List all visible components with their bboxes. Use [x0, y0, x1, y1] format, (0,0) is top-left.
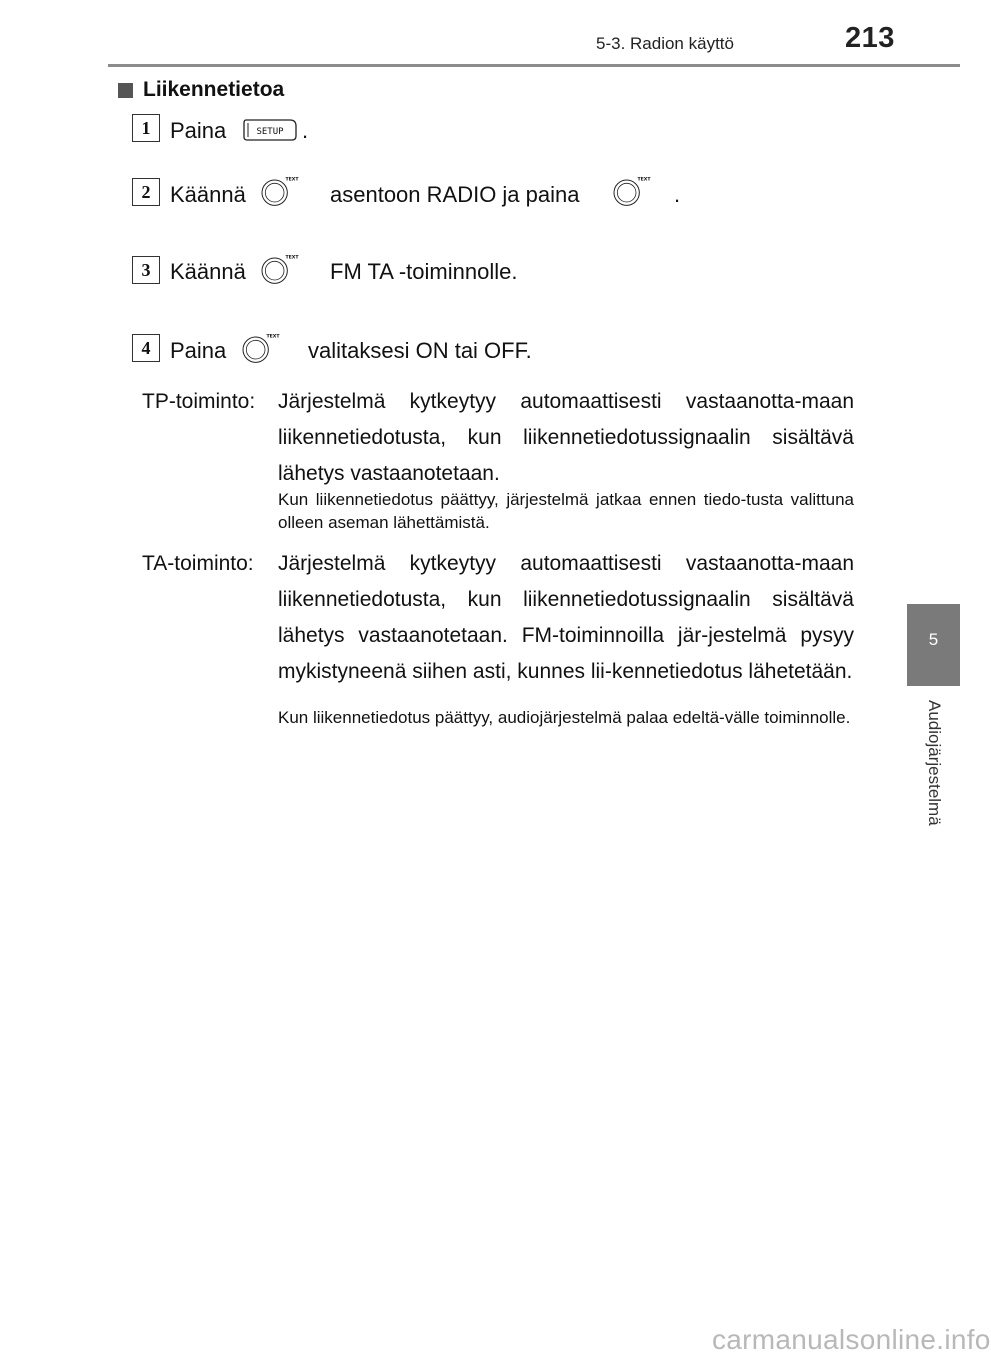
- section-title: Liikennetietoa: [143, 78, 285, 101]
- step-3-text-b: FM TA -toiminnolle.: [330, 259, 518, 284]
- step-number-2: 2: [132, 178, 160, 206]
- step-4-text-b: valitaksesi ON tai OFF.: [308, 338, 532, 363]
- step-3-text-a: Käännä: [170, 259, 246, 284]
- step-2-text-b: asentoon RADIO ja paina: [330, 182, 580, 207]
- setup-button-label: SETUP: [256, 127, 284, 137]
- definition-term: TP-toiminto:: [142, 390, 256, 413]
- chapter-label-text: Audiojärjestelmä: [925, 700, 944, 826]
- step-number-4: 4: [132, 334, 160, 362]
- square-bullet-icon: [118, 83, 133, 98]
- step-number-1: 1: [132, 114, 160, 142]
- step-2-text-c: .: [674, 182, 681, 207]
- definition-note: Kun liikennetiedotus päättyy, järjestelmä jatkaa ennen tiedo-tusta valittuna olleen aseman lähettämistä.: [278, 490, 854, 532]
- tune-knob-icon: [612, 172, 652, 212]
- tune-knob-icon: [260, 172, 300, 212]
- definition-ta: [142, 546, 854, 766]
- definition-tp: [142, 384, 854, 544]
- header-section-title: 5-3. Radion käyttö: [596, 34, 734, 53]
- header-divider: [108, 64, 960, 67]
- definition-body: Järjestelmä kytkeytyy automaattisesti vastaanotta-maan liikennetiedotusta, kun liikennetiedotussignaalin sisältävä lähetys vastaanotetaan.: [278, 390, 854, 485]
- step-4-text-a: Paina: [170, 338, 227, 363]
- tune-knob-icon: [241, 329, 281, 369]
- chapter-number: 5: [928, 630, 939, 649]
- chapter-tab: [907, 604, 960, 686]
- tune-knob-icon: [260, 250, 300, 290]
- step-2-text-a: Käännä: [170, 182, 246, 207]
- step-1-text-b: .: [302, 118, 309, 143]
- step-number-3: 3: [132, 256, 160, 284]
- section-heading: [118, 78, 284, 102]
- knob-text-label: TEXT: [285, 255, 299, 261]
- knob-text-label: TEXT: [637, 177, 651, 183]
- knob-text-label: TEXT: [266, 334, 280, 340]
- knob-text-label: TEXT: [285, 177, 299, 183]
- setup-button-icon: [242, 117, 298, 143]
- chapter-label: [920, 700, 946, 860]
- definition-term: TA-toiminto:: [142, 552, 254, 575]
- page-number: 213: [845, 22, 895, 54]
- definition-note: Kun liikennetiedotus päättyy, audiojärjestelmä palaa edeltä-välle toiminnolle.: [278, 708, 851, 727]
- step-1-text-a: Paina: [170, 118, 227, 143]
- watermark: carmanualsonline.info: [712, 1324, 991, 1355]
- definition-body: Järjestelmä kytkeytyy automaattisesti vastaanotta-maan liikennetiedotusta, kun liikennetiedotussignaalin sisältävä lähetys vastaanotetaan. FM-toiminnoilla jär-jestelmä pysyy mykistyneenä siihen asti, kunnes lii-kennetiedotus lähetetään.: [278, 552, 854, 683]
